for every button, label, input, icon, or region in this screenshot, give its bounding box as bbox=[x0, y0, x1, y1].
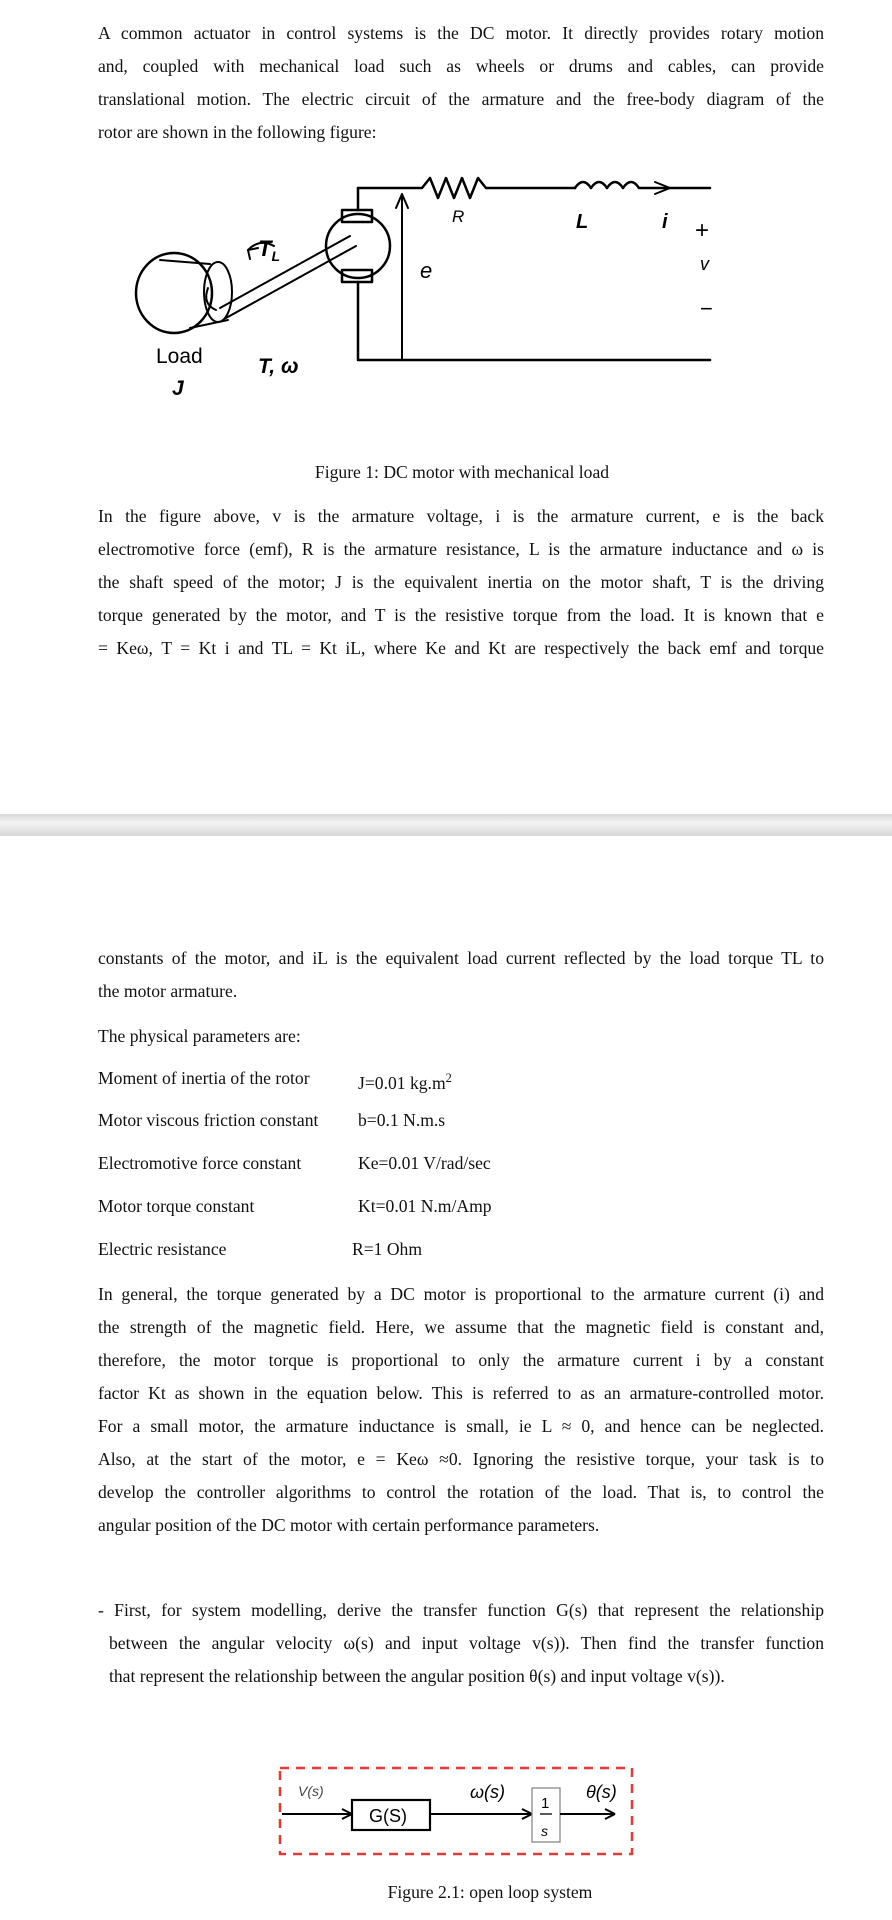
param-value: R=1 Ohm bbox=[352, 1239, 423, 1259]
description-paragraph bbox=[98, 500, 824, 665]
param-label: Motor viscous friction constant bbox=[98, 1110, 319, 1130]
page-1 bbox=[0, 0, 892, 814]
intro-line: translational motion. The electric circuit of the armature and the free-body diagram of the bbox=[98, 89, 824, 109]
emf-label: e bbox=[420, 258, 433, 283]
load-disc-icon bbox=[136, 253, 212, 333]
resistor-icon bbox=[358, 178, 575, 198]
intro-line: A common actuator in control systems is the DC motor. It directly provides rotary motion bbox=[98, 23, 824, 43]
g-block-label: G(S) bbox=[369, 1806, 407, 1826]
general-line: In general, the torque generated by a DC motor is proportional to the armature current (i) and bbox=[98, 1284, 824, 1304]
dashed-border bbox=[280, 1768, 632, 1854]
description-line4a: torque generated by the motor, and T bbox=[98, 605, 386, 625]
intro-line: rotor are shown in the following figure: bbox=[98, 122, 377, 142]
general-line: therefore, the motor torque is proportional to only the armature current i by a constant bbox=[98, 1350, 824, 1370]
plus-label: + bbox=[695, 217, 710, 244]
figure2-caption: Figure 2.1: open loop system bbox=[387, 1882, 593, 1902]
param-value: b=0.1 N.m.s bbox=[358, 1110, 446, 1130]
param-label: Moment of inertia of the rotor bbox=[98, 1068, 310, 1088]
param-value bbox=[358, 1064, 452, 1097]
description-line bbox=[98, 599, 824, 632]
integrator-numerator: 1 bbox=[541, 1795, 550, 1812]
param-value-sup: 2 bbox=[445, 1071, 452, 1085]
current-label: i bbox=[662, 211, 668, 233]
figure1-caption: Figure 1: DC motor with mechanical load bbox=[314, 462, 610, 482]
omega-label: ω(s) bbox=[470, 1782, 506, 1802]
general-line: develop the controller algorithms to control the rotation of the load. That is, to control the bbox=[98, 1482, 824, 1502]
theta-label: θ(s) bbox=[586, 1782, 617, 1802]
resistor-label: R bbox=[452, 207, 465, 226]
description-line: = Keω, T = Kt i and TL = Kt iL, where Ke and Kt are respectively the back emf and torque bbox=[98, 638, 824, 658]
task-line: between the angular velocity ω(s) and input voltage v(s)). Then find the transfer function bbox=[109, 1633, 824, 1653]
description-line: In the figure above, v is the armature voltage, i is the armature current, e is the back bbox=[98, 506, 824, 526]
description-line: the shaft speed of the motor; J is the equivalent inertia on the motor shaft, T is the driving bbox=[98, 572, 824, 592]
description-line: constants of the motor, and iL is the equivalent load current reflected by the load torque TL to bbox=[98, 948, 824, 968]
intro-paragraph bbox=[98, 17, 824, 149]
dc-motor-diagram bbox=[130, 168, 730, 418]
task-paragraph bbox=[98, 1594, 824, 1693]
general-line: Also, at the start of the motor, e = Keω ≈0. Ignoring the resistive torque, your task is to bbox=[98, 1449, 824, 1469]
motor-armature-icon bbox=[326, 214, 390, 278]
description-line: electromotive force (emf), R is the armature resistance, L is the armature inductance and ω is bbox=[98, 539, 824, 559]
param-label: Electric resistance bbox=[98, 1239, 227, 1259]
param-value: Ke=0.01 V/rad/sec bbox=[358, 1153, 491, 1173]
description-continuation bbox=[98, 942, 824, 1008]
page-2 bbox=[0, 836, 892, 1920]
params-heading: The physical parameters are: bbox=[98, 1026, 301, 1046]
integrator-denominator: s bbox=[541, 1823, 548, 1839]
param-value: Kt=0.01 N.m/Amp bbox=[358, 1196, 492, 1216]
general-line: factor Kt as shown in the equation below. This is referred to as an armature-controlled motor. bbox=[98, 1383, 824, 1403]
open-loop-diagram bbox=[270, 1760, 640, 1870]
task-line: that represent the relationship between the angular position θ(s) and input voltage v(s)). bbox=[109, 1666, 725, 1686]
load-torque-label bbox=[258, 236, 280, 264]
minus-label: − bbox=[700, 296, 713, 321]
general-line: For a small motor, the armature inductance is small, ie L ≈ 0, and hence can be neglected. bbox=[98, 1416, 824, 1436]
voltage-label: v bbox=[700, 254, 709, 274]
general-line: the strength of the magnetic field. Here, we assume that the magnetic field is constant and, bbox=[98, 1317, 824, 1337]
drive-torque-label: T, ω bbox=[258, 355, 299, 378]
page-separator bbox=[0, 814, 892, 836]
param-label: Motor torque constant bbox=[98, 1196, 255, 1216]
inductor-icon bbox=[575, 182, 710, 188]
load-label: Load bbox=[156, 345, 203, 368]
inertia-label: J bbox=[172, 377, 184, 400]
task-line: - First, for system modelling, derive the transfer function G(s) that represent the relationship bbox=[98, 1600, 824, 1620]
load-torque-main: T bbox=[258, 236, 272, 261]
description-line4b: is the resistive torque from the load. It is known that e bbox=[394, 605, 824, 625]
input-label: V(s) bbox=[298, 1783, 324, 1799]
param-label: Electromotive force constant bbox=[98, 1153, 302, 1173]
param-value-text: J=0.01 kg.m bbox=[358, 1072, 446, 1093]
general-paragraph bbox=[98, 1278, 824, 1542]
load-torque-sub: L bbox=[271, 248, 281, 264]
general-line: angular position of the DC motor with certain performance parameters. bbox=[98, 1515, 600, 1535]
description-line: the motor armature. bbox=[98, 981, 238, 1001]
intro-line: and, coupled with mechanical load such as wheels or drums and cables, can provide bbox=[98, 56, 824, 76]
inductor-label: L bbox=[576, 211, 589, 233]
